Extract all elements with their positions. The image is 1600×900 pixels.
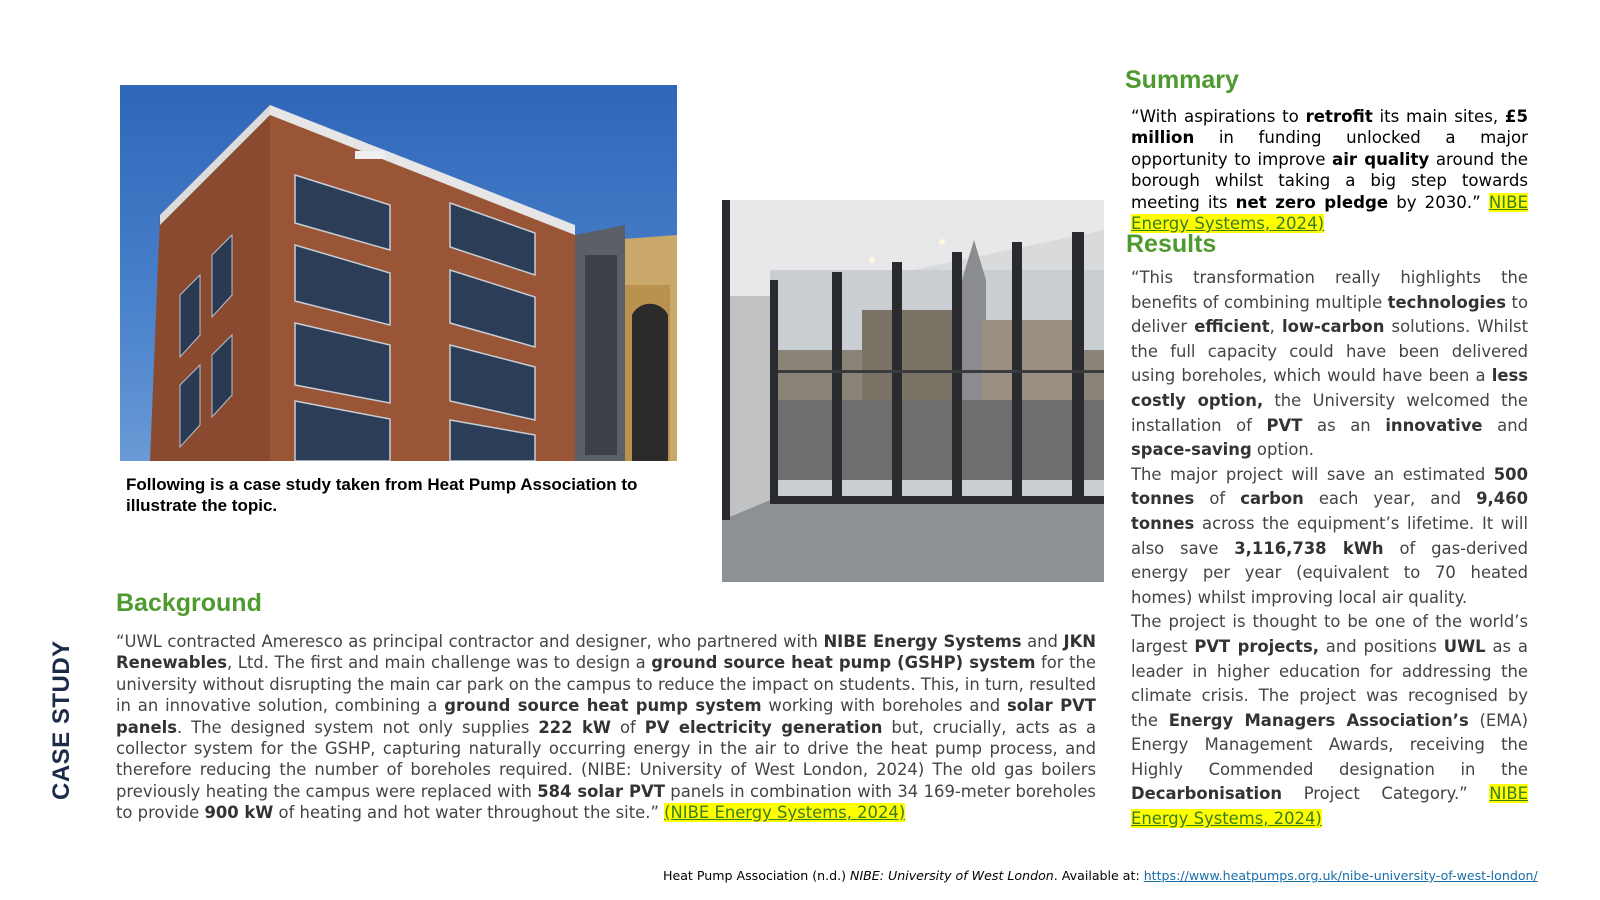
results-p3-run: and positions xyxy=(1318,636,1444,656)
results-p2-run: across the equipment’s lifetime. It will also save xyxy=(1131,513,1528,558)
results-paragraph-3-body xyxy=(1131,612,1528,803)
results-paragraphs xyxy=(1131,266,1528,832)
results-p2-run: 500 tonnes xyxy=(1131,464,1528,509)
results-p1-run: option. xyxy=(1251,440,1314,460)
background-run: of xyxy=(611,717,645,737)
background-run: NIBE Energy Systems xyxy=(823,632,1022,651)
background-run: solar PVT panels xyxy=(116,696,1096,737)
results-p2-run: 3,116,738 kWh xyxy=(1234,538,1384,558)
results-p3-run: Project Category.” xyxy=(1282,784,1490,804)
background-run: ground source heat pump (GSHP) system xyxy=(651,653,1036,673)
results-p2-run: The major project will save an estimated xyxy=(1131,464,1494,484)
results-p3-run: Energy Managers Association’s xyxy=(1168,710,1469,730)
summary-run: retrofit xyxy=(1305,107,1373,126)
results-citation-link[interactable]: NIBE Energy Systems, 2024) xyxy=(1131,784,1528,829)
results-p1-run: low-carbon xyxy=(1282,317,1385,337)
summary-run: in funding unlocked a major opportunity to improve xyxy=(1131,128,1528,169)
summary-run: by 2030.” xyxy=(1388,192,1489,212)
background-body xyxy=(116,632,1096,822)
summary-citation-link[interactable]: NIBE Energy Systems, 2024) xyxy=(1131,192,1528,234)
footer-reference xyxy=(663,868,1538,883)
results-p2-run: of gas-derived energy per year (equivalent to 70 heated homes) whilst improving local air quality. xyxy=(1131,538,1529,607)
summary-body xyxy=(1131,107,1528,212)
results-p2-run: 9,460 tonnes xyxy=(1131,489,1529,533)
footer-title: NIBE: University of West London xyxy=(850,868,1054,883)
summary-run: net zero pledge xyxy=(1235,192,1389,212)
background-run: working with boreholes and xyxy=(761,696,1007,716)
results-p1-run: less costly option, xyxy=(1131,366,1528,410)
results-paragraph-3 xyxy=(1131,610,1528,831)
photo-caption: Following is a case study taken from Heat Pump Association to illustrate the topic. xyxy=(126,475,638,515)
results-title: Results xyxy=(1126,230,1217,258)
building-photo xyxy=(120,85,677,461)
background-run: for the university without disrupting the main car park on the campus to reduce the impact on students. This, in turn, resulted in an innovative solution, combining a xyxy=(116,653,1097,716)
results-p1-run: PVT xyxy=(1266,415,1303,435)
results-p3-run: The project is thought to be one of the world’s largest xyxy=(1131,612,1528,656)
background-run: , Ltd. The first and main challenge was to design a xyxy=(226,653,652,673)
interior-photo-illustration xyxy=(722,200,1104,582)
summary-run: around the borough whilst taking a big step towards meeting its xyxy=(1131,149,1528,212)
background-run: ground source heat pump system xyxy=(444,696,762,716)
building-photo-illustration xyxy=(120,85,677,461)
results-paragraph-1 xyxy=(1131,266,1528,463)
background-title: Background xyxy=(116,589,262,617)
results-p1-run: innovative xyxy=(1385,415,1483,435)
results-p3-run: UWL xyxy=(1443,636,1486,656)
background-run: PV electricity generation xyxy=(644,717,883,737)
background-run: 584 solar PVT xyxy=(537,781,665,801)
results-p1-run: to deliver xyxy=(1131,292,1528,337)
results-p2-run: of xyxy=(1194,489,1241,509)
results-p1-run: space-saving xyxy=(1131,440,1252,460)
background-run: “UWL contracted Ameresco as principal contractor and designer, who partnered with xyxy=(116,632,824,651)
summary-paragraph xyxy=(1131,106,1528,234)
background-citation-link[interactable]: (NIBE Energy Systems, 2024) xyxy=(664,803,906,823)
footer-url-link[interactable]: https://www.heatpumps.org.uk/nibe-university-of-west-london/ xyxy=(1143,868,1538,883)
interior-photo xyxy=(722,200,1104,582)
footer-prefix: Heat Pump Association (n.d.) xyxy=(663,868,851,883)
results-paragraph-2 xyxy=(1131,463,1528,611)
summary-run: £5 million xyxy=(1131,107,1528,148)
results-p3-run: as a leader in higher education for addressing the climate crisis. The project was recognised by the xyxy=(1131,636,1528,730)
background-run: panels in combination with 34 169-meter boreholes to provide xyxy=(116,781,1096,823)
results-p3-run: (EMA) Energy Management Awards, receiving the Highly Commended designation in the xyxy=(1131,710,1529,779)
results-p1-run: “This transformation really highlights the benefits of combining multiple xyxy=(1131,268,1528,312)
results-p1-run: and xyxy=(1482,415,1528,435)
background-run: 900 kW xyxy=(204,803,274,823)
results-p1-run: efficient xyxy=(1194,317,1270,337)
summary-title: Summary xyxy=(1125,66,1239,94)
results-p1-run: solutions. Whilst the full capacity could have been delivered using boreholes, which would have been a xyxy=(1131,317,1529,386)
background-run: 222 kW xyxy=(538,717,612,737)
case-study-side-label: CASE STUDY xyxy=(48,640,75,800)
footer-middle: . Available at: xyxy=(1053,868,1144,883)
summary-run: “With aspirations to xyxy=(1131,107,1306,126)
results-p2-run: carbon xyxy=(1240,489,1304,509)
results-p1-run: technologies xyxy=(1387,292,1507,312)
results-p1-run: , xyxy=(1269,317,1283,337)
background-run: . The designed system not only supplies xyxy=(176,717,539,737)
background-run: of heating and hot water throughout the site.” xyxy=(273,803,665,823)
results-p1-run: as an xyxy=(1302,415,1386,435)
background-run: but, crucially, acts as a collector system for the GSHP, capturing naturally occurring energy in the air to drive the heat pump process, and therefore reducing the number of boreholes required. (NIBE: University of West London, 2024) The old gas boilers previously heating the campus were replaced with xyxy=(116,717,1096,801)
results-p1-run: the University welcomed the installation of xyxy=(1131,390,1528,435)
summary-run: its main sites, xyxy=(1372,107,1505,126)
background-paragraph xyxy=(116,631,1096,824)
summary-run: air quality xyxy=(1332,149,1430,169)
background-run: and xyxy=(1021,632,1064,651)
results-p2-run: each year, and xyxy=(1303,489,1477,509)
background-run: JKN Renewables xyxy=(116,632,1096,673)
results-p3-run: Decarbonisation xyxy=(1131,784,1283,804)
results-p3-run: PVT projects, xyxy=(1194,636,1319,656)
